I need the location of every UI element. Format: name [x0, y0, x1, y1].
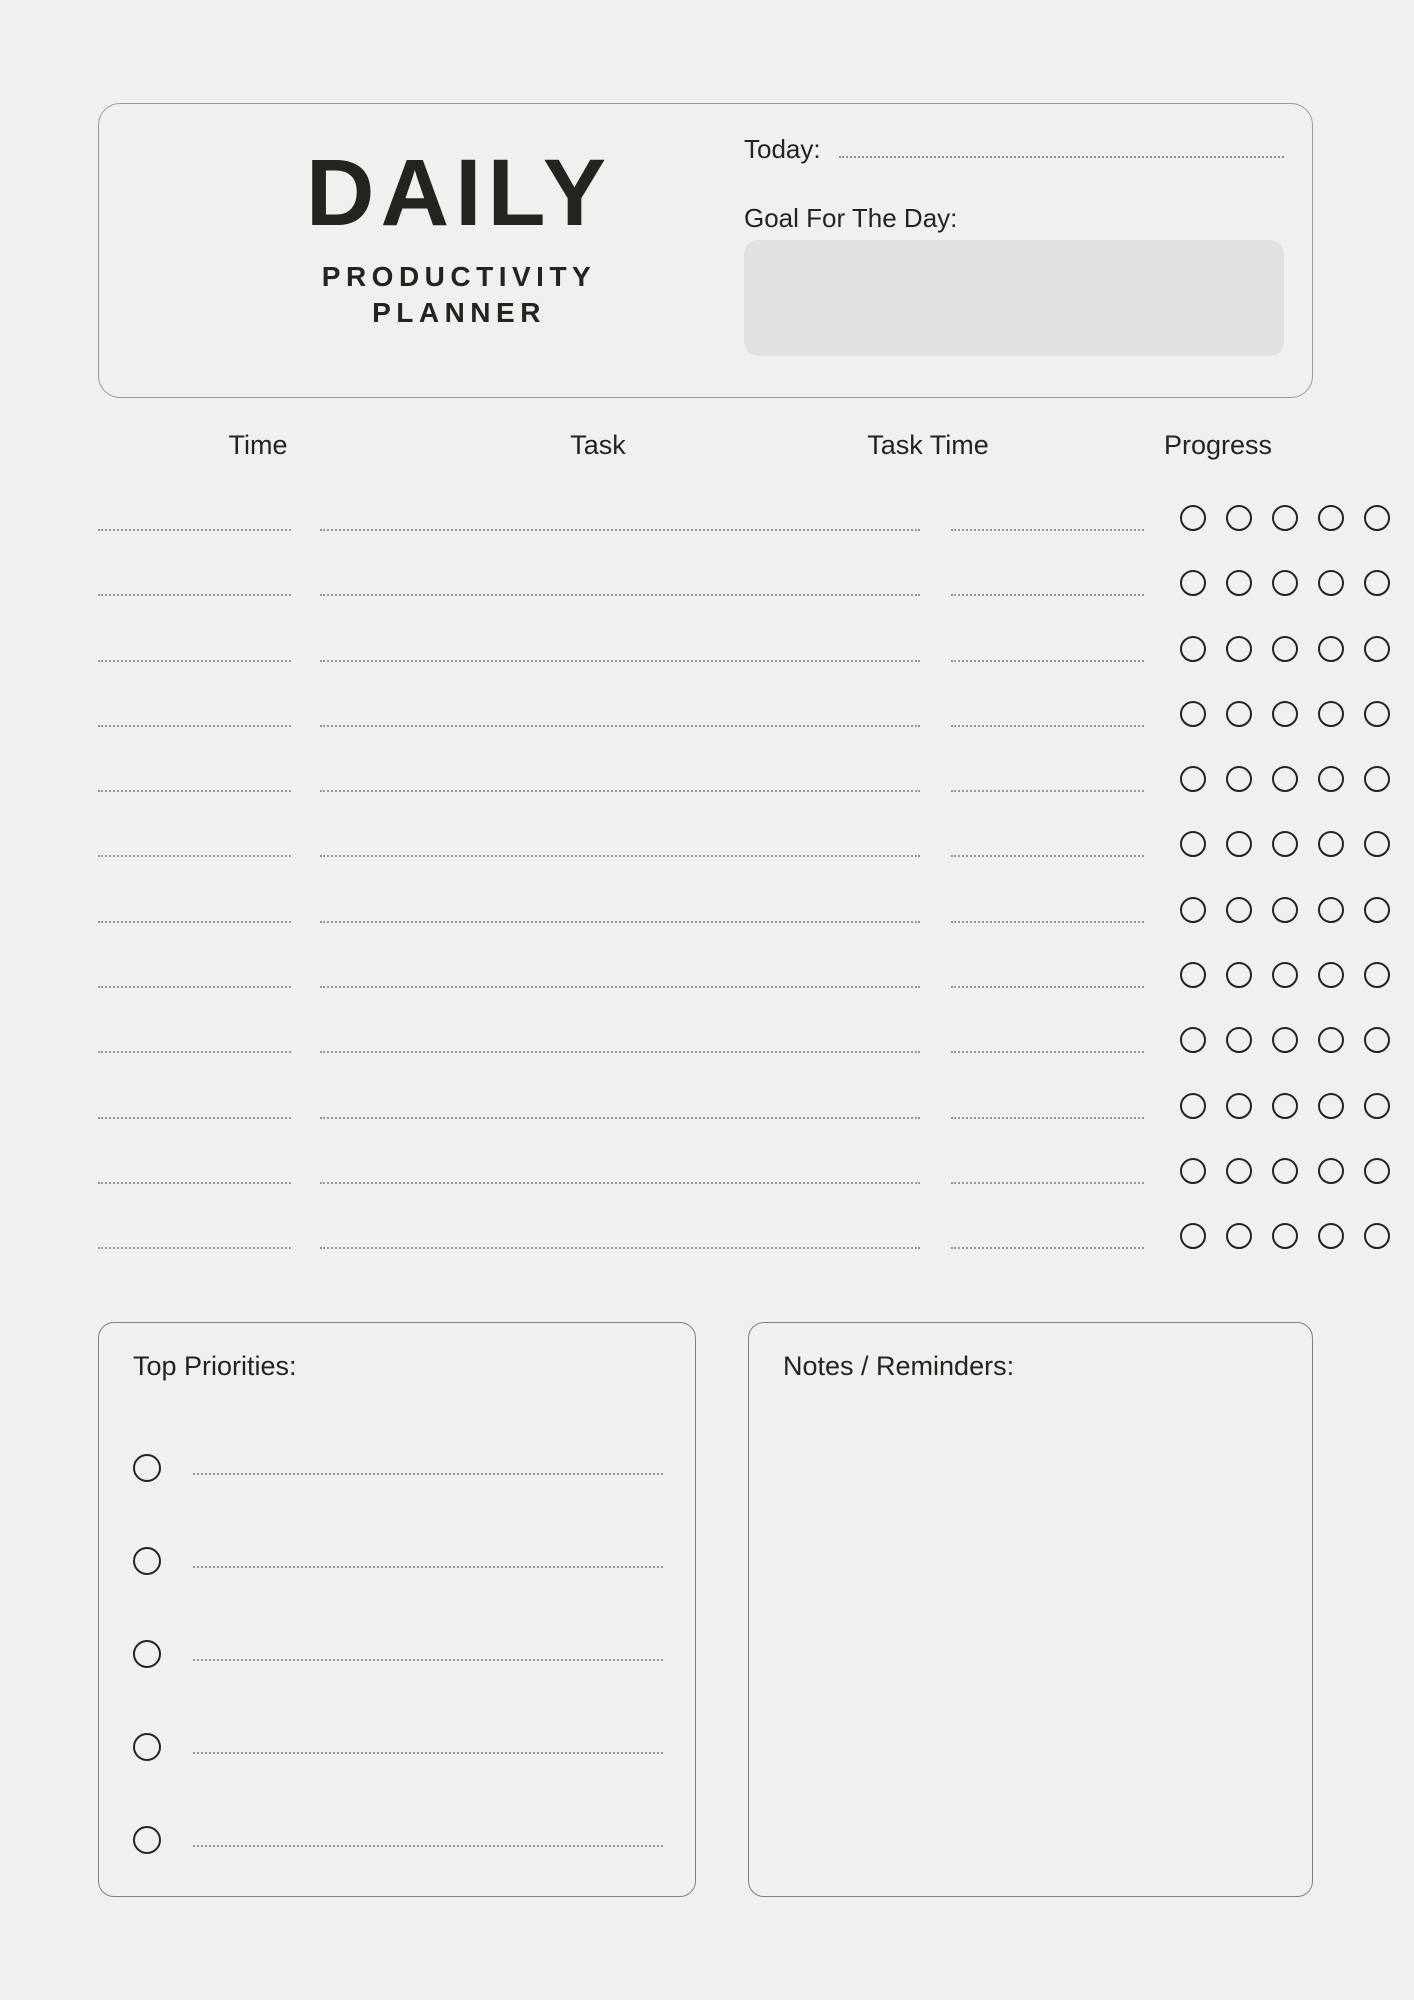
priority-text-input[interactable]: [193, 1554, 663, 1568]
progress-circle-icon[interactable]: [1180, 1027, 1206, 1053]
row-task-input[interactable]: [320, 725, 920, 727]
row-time-input[interactable]: [98, 1117, 291, 1119]
row-task-input[interactable]: [320, 660, 920, 662]
row-time-input[interactable]: [98, 725, 291, 727]
row-time-input[interactable]: [98, 660, 291, 662]
progress-circle-icon[interactable]: [1318, 570, 1344, 596]
progress-circle-icon[interactable]: [1318, 1027, 1344, 1053]
row-time-input[interactable]: [98, 986, 291, 988]
row-task-time-input[interactable]: [951, 725, 1144, 727]
row-time-input[interactable]: [98, 1051, 291, 1053]
priority-checkbox-icon[interactable]: [133, 1640, 161, 1668]
progress-circle-icon[interactable]: [1318, 701, 1344, 727]
top-priorities-title: Top Priorities:: [133, 1351, 297, 1381]
progress-circle-icon[interactable]: [1226, 831, 1252, 857]
row-task-time-input[interactable]: [951, 1051, 1144, 1053]
row-task-input[interactable]: [320, 921, 920, 923]
notes-reminders-title: Notes / Reminders:: [783, 1351, 1015, 1381]
row-task-time-input[interactable]: [951, 529, 1144, 531]
progress-circle-icon[interactable]: [1180, 831, 1206, 857]
progress-circle-icon[interactable]: [1318, 1158, 1344, 1184]
progress-circle-icon[interactable]: [1272, 831, 1298, 857]
progress-circle-icon[interactable]: [1272, 1027, 1298, 1053]
progress-circle-icon[interactable]: [1180, 962, 1206, 988]
progress-circle-icon[interactable]: [1180, 1093, 1206, 1119]
header-card: [98, 103, 1313, 398]
page-subtitle-line-2: PLANNER: [372, 297, 546, 329]
progress-circle-icon[interactable]: [1226, 766, 1252, 792]
notes-reminders-panel: [748, 1322, 1313, 1897]
schedule-rows: [98, 505, 1313, 1289]
row-progress-group: [1180, 570, 1390, 596]
priority-checkbox-icon[interactable]: [133, 1454, 161, 1482]
page-title: DAILY: [305, 140, 613, 246]
table-row: [98, 897, 1313, 962]
table-row: [98, 570, 1313, 635]
progress-circle-icon[interactable]: [1180, 701, 1206, 727]
progress-circle-icon[interactable]: [1318, 636, 1344, 662]
progress-circle-icon[interactable]: [1272, 1158, 1298, 1184]
row-task-time-input[interactable]: [951, 1117, 1144, 1119]
page-subtitle-line-1: PRODUCTIVITY: [321, 261, 597, 292]
progress-circle-icon[interactable]: [1318, 962, 1344, 988]
table-row: [98, 1027, 1313, 1092]
progress-circle-icon[interactable]: [1272, 897, 1298, 923]
top-priorities-list: [133, 1421, 663, 1886]
progress-circle-icon[interactable]: [1180, 505, 1206, 531]
progress-circle-icon[interactable]: [1364, 831, 1390, 857]
progress-circle-icon[interactable]: [1364, 897, 1390, 923]
notes-reminders-input[interactable]: [783, 1401, 1280, 1861]
progress-circle-icon[interactable]: [1226, 1093, 1252, 1119]
row-task-input[interactable]: [320, 1117, 920, 1119]
row-task-time-input[interactable]: [951, 660, 1144, 662]
list-item: [133, 1421, 663, 1514]
row-task-time-input[interactable]: [951, 594, 1144, 596]
progress-circle-icon[interactable]: [1272, 505, 1298, 531]
row-time-input[interactable]: [98, 1182, 291, 1184]
row-task-time-input[interactable]: [951, 986, 1144, 988]
progress-circle-icon[interactable]: [1180, 897, 1206, 923]
progress-circle-icon[interactable]: [1364, 636, 1390, 662]
column-header-progress: Progress: [1163, 430, 1273, 460]
progress-circle-icon[interactable]: [1180, 1158, 1206, 1184]
row-task-input[interactable]: [320, 986, 920, 988]
table-row: [98, 831, 1313, 896]
page-subtitle: [199, 259, 719, 332]
progress-circle-icon[interactable]: [1226, 962, 1252, 988]
progress-circle-icon[interactable]: [1364, 570, 1390, 596]
goal-input[interactable]: [744, 240, 1284, 356]
progress-circle-icon[interactable]: [1364, 1027, 1390, 1053]
table-header-row: [98, 430, 1313, 470]
row-time-input[interactable]: [98, 921, 291, 923]
priority-text-input[interactable]: [193, 1647, 663, 1661]
priority-checkbox-icon[interactable]: [133, 1826, 161, 1854]
progress-circle-icon[interactable]: [1226, 1027, 1252, 1053]
row-progress-group: [1180, 701, 1390, 727]
row-progress-group: [1180, 766, 1390, 792]
progress-circle-icon[interactable]: [1180, 636, 1206, 662]
list-item: [133, 1514, 663, 1607]
progress-circle-icon[interactable]: [1226, 636, 1252, 662]
top-priorities-panel: [98, 1322, 696, 1897]
table-row: [98, 962, 1313, 1027]
table-row: [98, 1158, 1313, 1223]
row-progress-group: [1180, 1223, 1390, 1249]
row-progress-group: [1180, 831, 1390, 857]
column-header-task: Task: [570, 430, 626, 460]
table-row: [98, 636, 1313, 701]
progress-circle-icon[interactable]: [1364, 962, 1390, 988]
row-time-input[interactable]: [98, 1247, 291, 1249]
progress-circle-icon[interactable]: [1364, 1223, 1390, 1249]
row-task-input[interactable]: [320, 1247, 920, 1249]
progress-circle-icon[interactable]: [1364, 1093, 1390, 1119]
priority-text-input[interactable]: [193, 1833, 663, 1847]
row-progress-group: [1180, 962, 1390, 988]
row-time-input[interactable]: [98, 790, 291, 792]
progress-circle-icon[interactable]: [1318, 505, 1344, 531]
column-header-time: Time: [228, 430, 288, 460]
priority-checkbox-icon[interactable]: [133, 1547, 161, 1575]
progress-circle-icon[interactable]: [1180, 1223, 1206, 1249]
row-task-input[interactable]: [320, 529, 920, 531]
progress-circle-icon[interactable]: [1318, 831, 1344, 857]
progress-circle-icon[interactable]: [1226, 897, 1252, 923]
row-progress-group: [1180, 1027, 1390, 1053]
table-row: [98, 505, 1313, 570]
progress-circle-icon[interactable]: [1226, 701, 1252, 727]
row-task-time-input[interactable]: [951, 1182, 1144, 1184]
progress-circle-icon[interactable]: [1318, 766, 1344, 792]
table-row: [98, 1223, 1313, 1288]
progress-circle-icon[interactable]: [1272, 962, 1298, 988]
row-progress-group: [1180, 1093, 1390, 1119]
priority-checkbox-icon[interactable]: [133, 1733, 161, 1761]
row-time-input[interactable]: [98, 529, 291, 531]
priority-text-input[interactable]: [193, 1740, 663, 1754]
table-row: [98, 766, 1313, 831]
list-item: [133, 1607, 663, 1700]
progress-circle-icon[interactable]: [1364, 701, 1390, 727]
progress-circle-icon[interactable]: [1272, 701, 1298, 727]
table-row: [98, 1093, 1313, 1158]
list-item: [133, 1700, 663, 1793]
progress-circle-icon[interactable]: [1226, 505, 1252, 531]
priority-text-input[interactable]: [193, 1461, 663, 1475]
progress-circle-icon[interactable]: [1364, 1158, 1390, 1184]
row-task-time-input[interactable]: [951, 921, 1144, 923]
progress-circle-icon[interactable]: [1272, 766, 1298, 792]
table-row: [98, 701, 1313, 766]
progress-circle-icon[interactable]: [1272, 636, 1298, 662]
progress-circle-icon[interactable]: [1226, 1158, 1252, 1184]
today-input[interactable]: [839, 142, 1284, 158]
row-time-input[interactable]: [98, 594, 291, 596]
row-task-time-input[interactable]: [951, 1247, 1144, 1249]
row-task-input[interactable]: [320, 1182, 920, 1184]
row-time-input[interactable]: [98, 855, 291, 857]
progress-circle-icon[interactable]: [1364, 766, 1390, 792]
progress-circle-icon[interactable]: [1180, 766, 1206, 792]
row-progress-group: [1180, 897, 1390, 923]
progress-circle-icon[interactable]: [1364, 505, 1390, 531]
row-task-input[interactable]: [320, 790, 920, 792]
progress-circle-icon[interactable]: [1226, 1223, 1252, 1249]
progress-circle-icon[interactable]: [1272, 570, 1298, 596]
row-task-input[interactable]: [320, 855, 920, 857]
row-task-input[interactable]: [320, 1051, 920, 1053]
progress-circle-icon[interactable]: [1180, 570, 1206, 596]
progress-circle-icon[interactable]: [1318, 1093, 1344, 1119]
row-task-time-input[interactable]: [951, 855, 1144, 857]
row-progress-group: [1180, 505, 1390, 531]
progress-circle-icon[interactable]: [1272, 1223, 1298, 1249]
row-task-time-input[interactable]: [951, 790, 1144, 792]
today-label: Today:: [744, 134, 821, 164]
progress-circle-icon[interactable]: [1318, 897, 1344, 923]
goal-label: Goal For The Day:: [744, 203, 958, 233]
row-progress-group: [1180, 1158, 1390, 1184]
progress-circle-icon[interactable]: [1272, 1093, 1298, 1119]
list-item: [133, 1793, 663, 1886]
progress-circle-icon[interactable]: [1318, 1223, 1344, 1249]
today-row: [744, 134, 1284, 165]
title-block: [199, 140, 719, 332]
column-header-task-time: Task Time: [867, 430, 989, 460]
row-progress-group: [1180, 636, 1390, 662]
row-task-input[interactable]: [320, 594, 920, 596]
progress-circle-icon[interactable]: [1226, 570, 1252, 596]
